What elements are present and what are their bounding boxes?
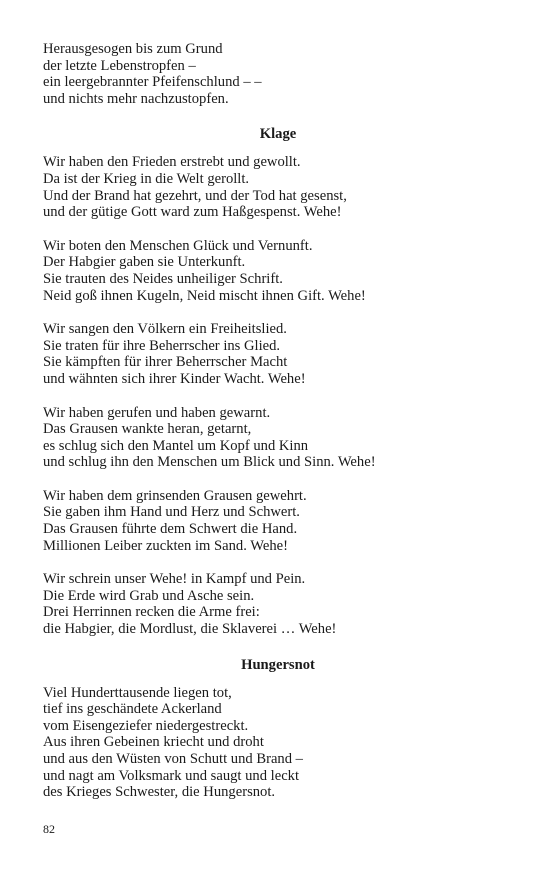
verse-line: Aus ihren Gebeinen kriecht und droht — [43, 734, 264, 751]
verse-line: Millionen Leiber zuckten im Sand. Wehe! — [43, 537, 288, 554]
verse-line: und der gütige Gott ward zum Haßgespenst. Wehe! — [43, 204, 342, 221]
poem-title-hungersnot: Hungersnot — [241, 656, 315, 673]
verse-line: Drei Herrinnen recken die Arme frei: — [43, 604, 260, 621]
verse-line: Wir haben gerufen und haben gewarnt. — [43, 404, 271, 421]
verse-line: Sie kämpften für ihrer Beherrscher Macht — [43, 354, 288, 371]
verse-line: und schlug ihn den Menschen um Blick und Sinn. Wehe! — [43, 454, 376, 471]
verse-line: Die Erde wird Grab und Asche sein. — [43, 587, 255, 604]
verse-line: vom Eisengeziefer niedergestreckt. — [43, 717, 249, 734]
verse-line: Sie trauten des Neides unheiliger Schrift. — [43, 270, 283, 287]
verse-line: Sie traten für ihre Beherrscher ins Glied. — [43, 337, 281, 354]
verse-line: Wir haben den Frieden erstrebt und gewollt. — [43, 154, 301, 171]
page-number: 82 — [43, 822, 55, 836]
hungersnot-stanza — [43, 685, 513, 801]
verse-line: und wähnten sich ihrer Kinder Wacht. Wehe! — [43, 370, 306, 387]
klage-stanza-2 — [43, 238, 513, 304]
klage-stanza-3 — [43, 321, 513, 387]
intro-stanza — [43, 41, 513, 107]
page-content — [43, 41, 513, 818]
klage-stanza-1 — [43, 154, 513, 220]
verse-line: der letzte Lebenstropfen – — [43, 57, 196, 74]
verse-line: und aus den Wüsten von Schutt und Brand – — [43, 751, 303, 767]
verse-line: Der Habgier gaben sie Unterkunft. — [43, 254, 246, 271]
verse-line: Viel Hunderttausende liegen tot, — [43, 684, 232, 701]
verse-line: Sie gaben ihm Hand und Herz und Schwert. — [43, 504, 300, 521]
klage-stanza-6 — [43, 571, 513, 637]
verse-line: tief ins geschändete Ackerland — [43, 701, 222, 718]
klage-stanza-4 — [43, 405, 513, 471]
verse-line: Wir haben dem grinsenden Grausen gewehrt. — [43, 487, 307, 504]
verse-line: Neid goß ihnen Kugeln, Neid mischt ihnen Gift. Wehe! — [43, 287, 366, 304]
verse-line: es schlug sich den Mantel um Kopf und Kinn — [43, 437, 309, 454]
verse-line: ein leergebrannter Pfeifenschlund – – — [43, 74, 262, 91]
verse-line: die Habgier, die Mordlust, die Sklaverei … Wehe! — [43, 621, 337, 638]
verse-line: und nagt am Volksmark und saugt und leckt — [43, 767, 300, 784]
poem-title-klage: Klage — [259, 126, 297, 143]
verse-line: Wir sangen den Völkern ein Freiheitslied. — [43, 321, 287, 338]
verse-line: Wir schrein unser Wehe! in Kampf und Pein. — [43, 571, 306, 588]
verse-line: Das Grausen wankte heran, getarnt, — [43, 421, 252, 438]
verse-line: Herausgesogen bis zum Grund — [43, 41, 223, 57]
verse-line: des Krieges Schwester, die Hungersnot. — [43, 784, 276, 801]
klage-stanza-5 — [43, 488, 513, 554]
verse-line: Und der Brand hat gezehrt, und der Tod hat gesenst, — [43, 187, 347, 204]
verse-line: und nichts mehr nachzustopfen. — [43, 90, 229, 107]
verse-line: Da ist der Krieg in die Welt gerollt. — [43, 170, 250, 187]
verse-line: Wir boten den Menschen Glück und Vernunft. — [43, 237, 313, 254]
verse-line: Das Grausen führte dem Schwert die Hand. — [43, 521, 298, 538]
